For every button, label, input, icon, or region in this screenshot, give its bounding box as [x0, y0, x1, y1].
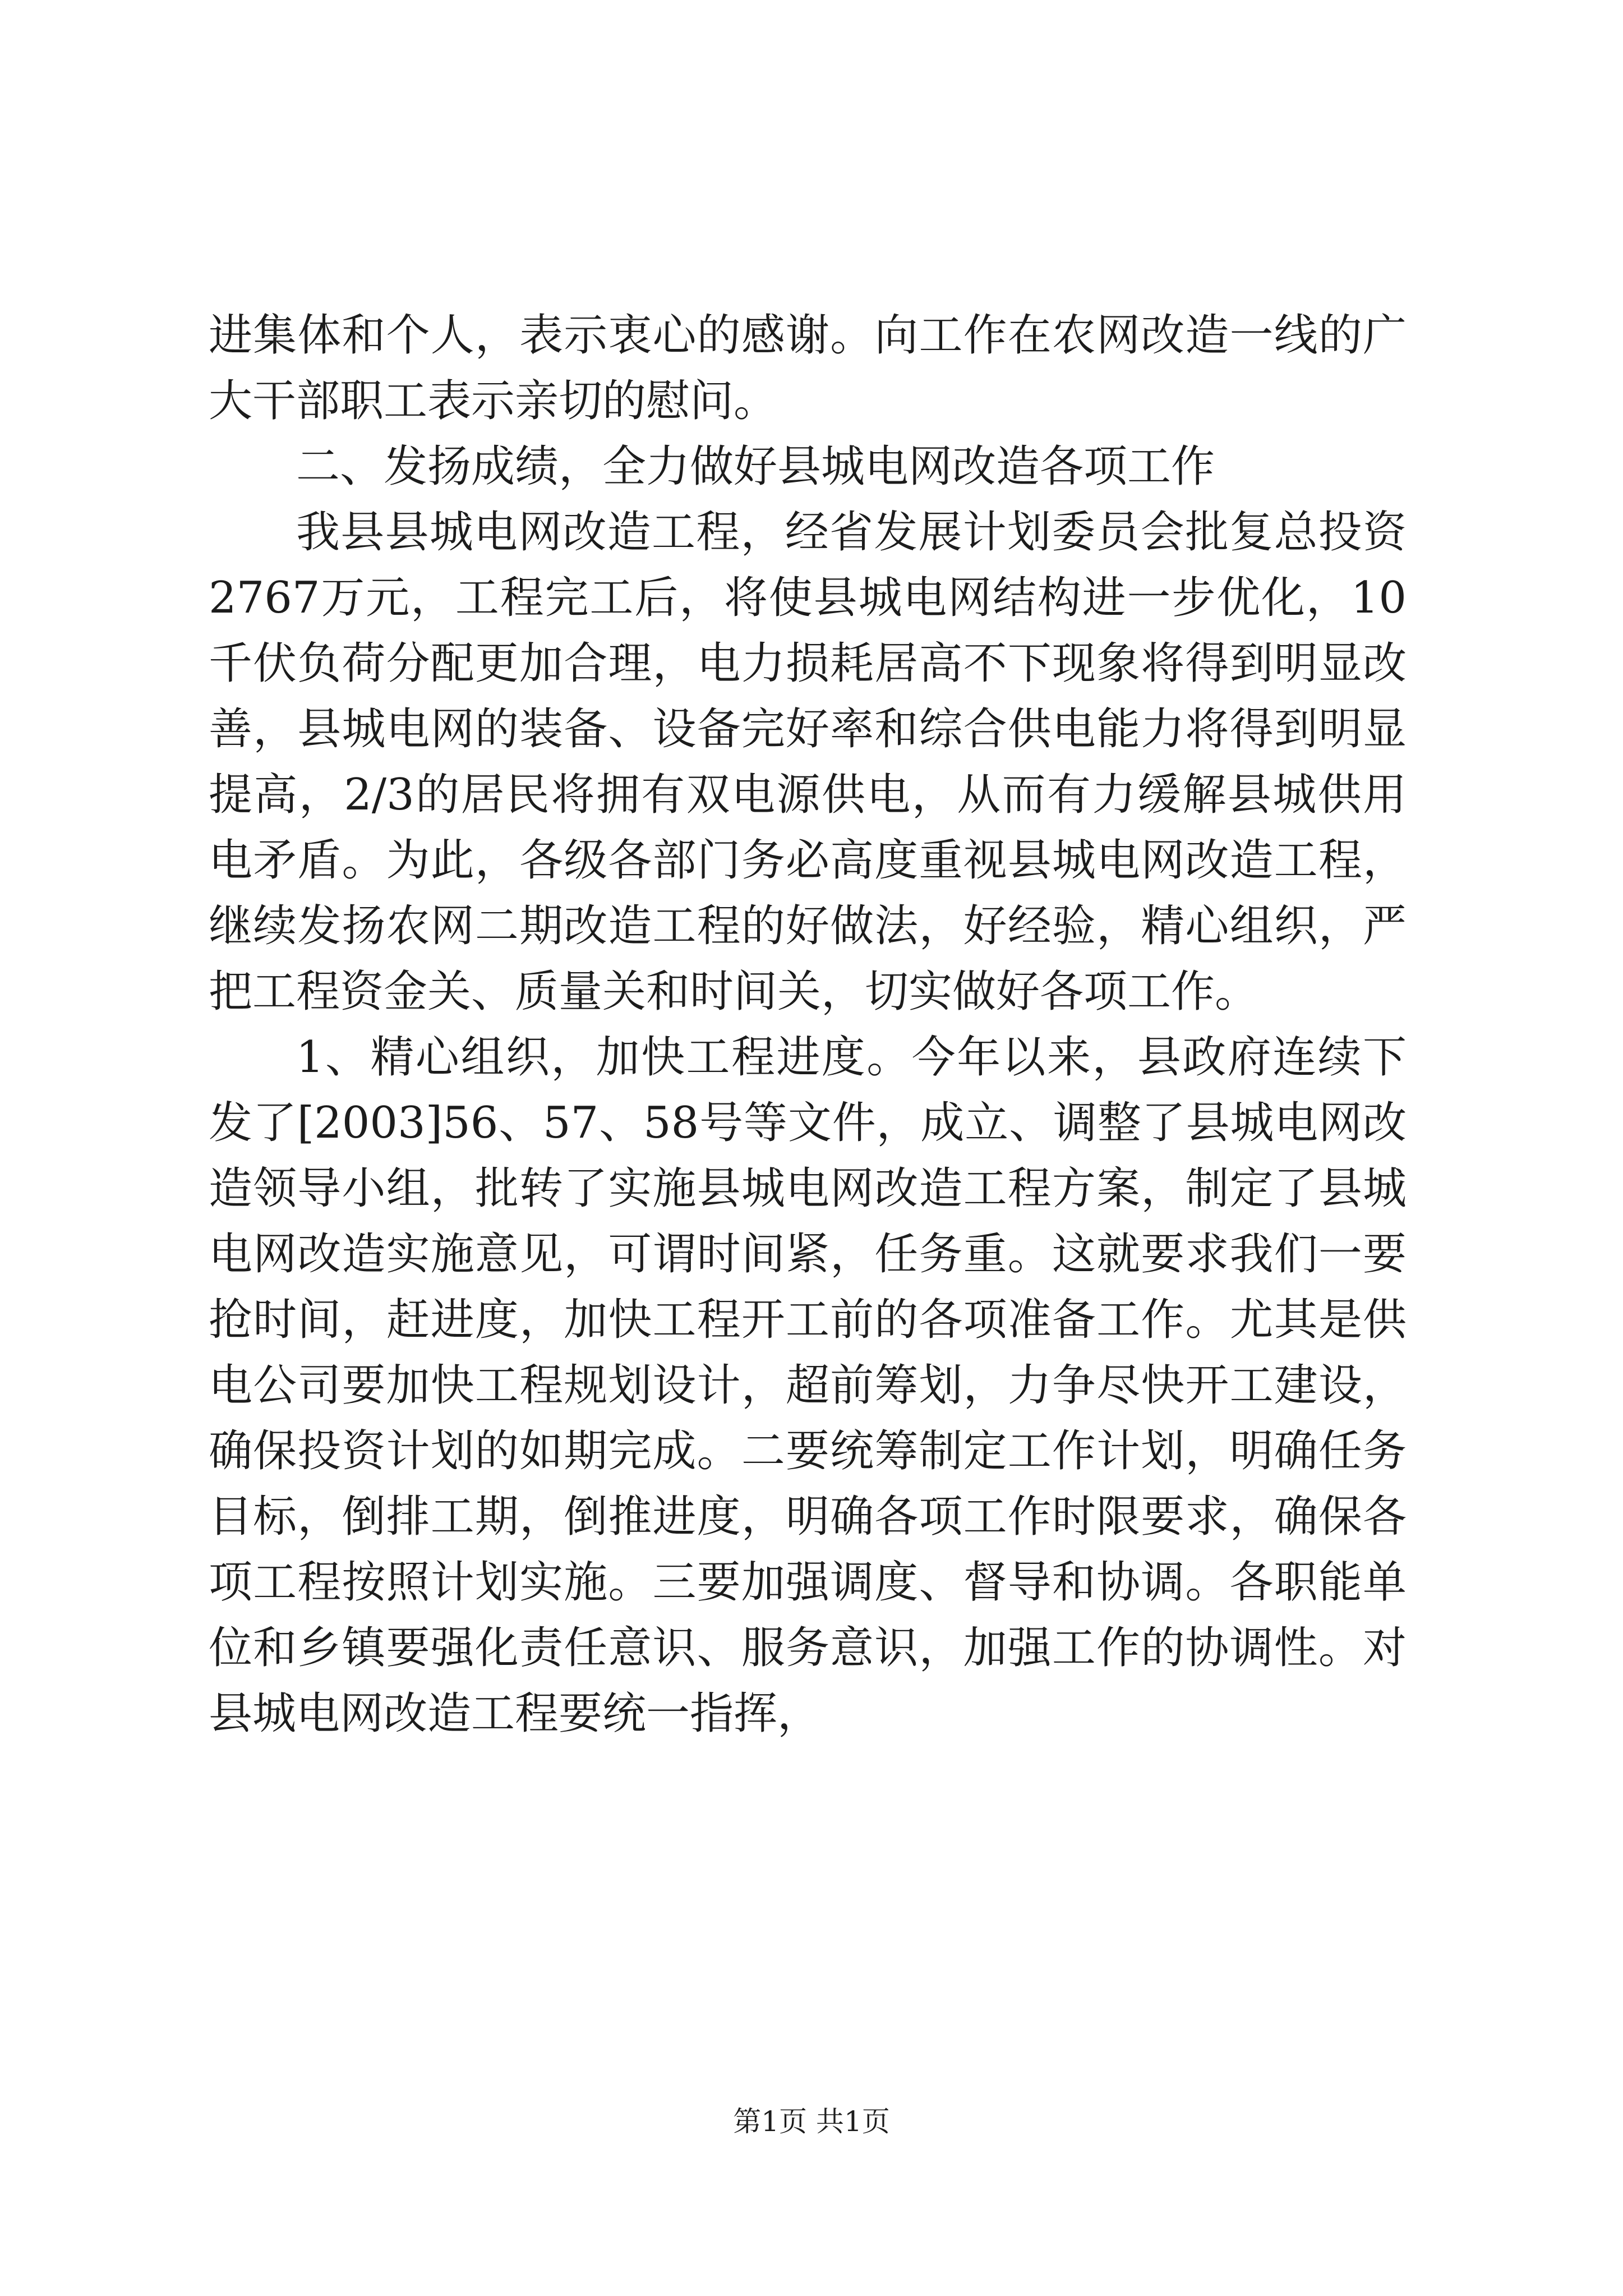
document-body [209, 303, 1407, 1747]
paragraph-3: 1、精心组织，加快工程进度。今年以来，县政府连续下发了[2003]56、57、58号等文件，成立、调整了县城电网改造领导小组，批转了实施县城电网改造工程方案，制定了县城电网改造实施意见，可谓时间紧，任务重。这就要求我们一要抢时间，赶进度，加快工程开工前的各项准备工作。尤其是供电公司要加快工程规划设计，超前筹划，力争尽快开工建设，确保投资计划的如期完成。二要统筹制定工作计划，明确任务目标，倒排工期，倒推进度，明确各项工作时限要求，确保各项工程按照计划实施。三要加强调度、督导和协调。各职能单位和乡镇要强化责任意识、服务意识，加强工作的协调性。对县城电网改造工程要统一指挥， [209, 1032, 1407, 1739]
page-footer: 第1页 共1页 [733, 2105, 890, 2138]
paragraph-2: 我县县城电网改造工程，经省发展计划委员会批复总投资2767万元，工程完工后，将使县城电网结构进一步优化，10千伏负荷分配更加合理，电力损耗居高不下现象将得到明显改善，县城电网的装备、设备完好率和综合供电能力将得到明显提高，2/3的居民将拥有双电源供电，从而有力缓解县城供用电矛盾。为此，各级各部门务必高度重视县城电网改造工程，继续发扬农网二期改造工程的好做法，好经验，精心组织，严把工程资金关、质量关和时间关，切实做好各项工作。 [209, 507, 1407, 1017]
section-heading: 二、发扬成绩，全力做好县城电网改造各项工作 [296, 441, 1215, 492]
paragraph-1: 进集体和个人，表示衷心的感谢。向工作在农网改造一线的广大干部职工表示亲切的慰问。 [209, 310, 1407, 426]
